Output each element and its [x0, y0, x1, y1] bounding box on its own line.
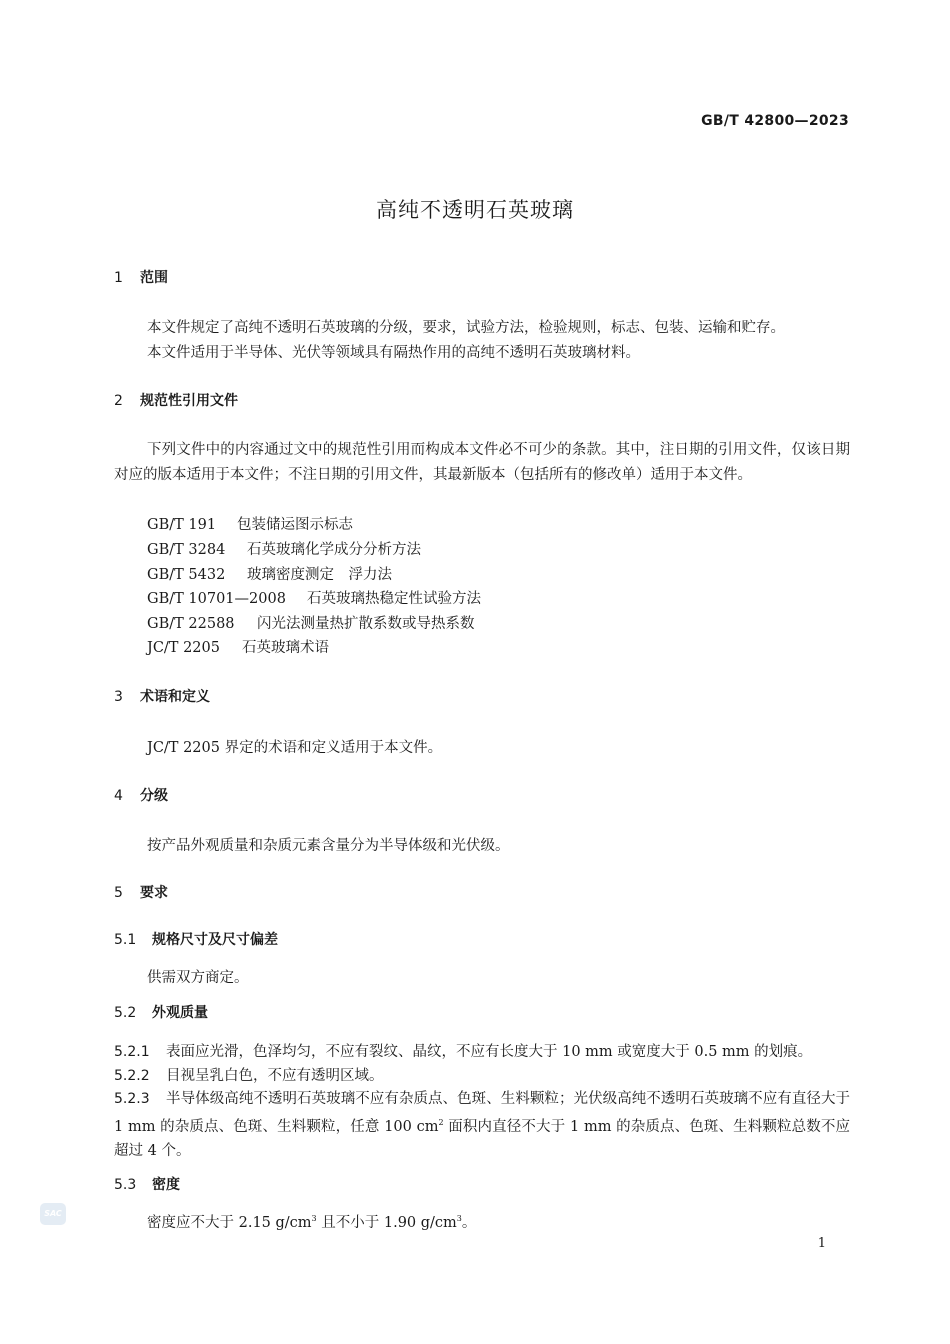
document-title: 高纯不透明石英玻璃	[376, 198, 574, 222]
section-1-heading	[114, 267, 168, 287]
clause-text: 表面应光滑，色泽均匀，不应有裂纹、晶纹，不应有长度大于 10 mm 或宽度大于 0.5 mm 的划痕。	[166, 1044, 813, 1060]
section-title: 要求	[140, 885, 168, 901]
section-5-1-paragraph: 供需双方商定。	[147, 970, 249, 986]
section-5-3-heading	[114, 1174, 180, 1194]
reference-name: 石英玻璃热稳定性试验方法	[307, 591, 481, 607]
clause-5-2-1	[114, 1040, 812, 1061]
section-title: 分级	[140, 788, 168, 804]
section-number: 2	[114, 393, 123, 409]
section-2-intro: 下列文件中的内容通过文中的规范性引用而构成本文件必不可少的条款。其中，注日期的引用文件，仅该日期对应的版本适用于本文件；不注日期的引用文件，其最新版本（包括所有的修改单）适用于本文件。	[114, 442, 850, 483]
section-5-heading	[114, 882, 168, 902]
section-number: 5	[114, 885, 123, 901]
section-1-paragraph-1: 本文件规定了高纯不透明石英玻璃的分级，要求，试验方法，检验规则，标志、包装、运输和贮存。	[147, 320, 785, 336]
clause-text: 半导体级高纯不透明石英玻璃不应有杂质点、色斑、生料颗粒；光伏级高纯不透明石英玻璃不应有直径大于 1 mm 的杂质点、色斑、生料颗粒，任意 100 cm	[114, 1091, 850, 1135]
section-number: 5.1	[114, 932, 137, 948]
section-number: 3	[114, 689, 123, 705]
reference-item	[147, 587, 481, 608]
section-title: 术语和定义	[140, 689, 210, 705]
density-text-end: 。	[461, 1215, 477, 1231]
section-title: 范围	[140, 270, 168, 286]
section-3-heading	[114, 686, 210, 706]
section-title: 密度	[152, 1177, 180, 1193]
section-number: 5.3	[114, 1177, 137, 1193]
superscript: 3	[456, 1214, 462, 1223]
page-number: 1	[817, 1236, 826, 1251]
density-text-continued: 且不小于 1.90 g/cm	[316, 1215, 457, 1231]
reference-name: 闪光法测量热扩散系数或导热系数	[257, 616, 475, 632]
reference-item	[147, 612, 475, 633]
reference-code: GB/T 3284	[147, 542, 226, 558]
section-number: 5.2	[114, 1005, 137, 1021]
clause-number: 5.2.2	[114, 1068, 150, 1084]
reference-item	[147, 538, 421, 559]
reference-name: 石英玻璃化学成分分析方法	[247, 542, 421, 558]
clause-text: 目视呈乳白色，不应有透明区域。	[166, 1068, 384, 1084]
reference-name: 石英玻璃术语	[242, 640, 329, 656]
section-4-paragraph: 按产品外观质量和杂质元素含量分为半导体级和光伏级。	[147, 838, 510, 854]
reference-code: GB/T 5432	[147, 567, 226, 583]
reference-item	[147, 636, 329, 657]
density-text: 密度应不大于 2.15 g/cm	[147, 1215, 312, 1231]
clause-number: 5.2.3	[114, 1091, 150, 1107]
section-5-2-heading	[114, 1002, 208, 1022]
superscript: 3	[311, 1214, 317, 1223]
clause-text-continued: 面积内直径不大于 1 mm 的杂质点、色斑、生料颗粒总数不应超过 4 个。	[114, 1119, 850, 1159]
section-5-3-paragraph	[147, 1211, 476, 1232]
reference-code: GB/T 10701—2008	[147, 591, 286, 607]
sac-watermark-logo: SAC	[40, 1203, 66, 1225]
reference-name: 包装储运图示标志	[237, 517, 353, 533]
clause-number: 5.2.1	[114, 1044, 150, 1060]
section-title: 规格尺寸及尺寸偏差	[152, 932, 278, 948]
reference-item	[147, 513, 353, 534]
section-title: 外观质量	[152, 1005, 208, 1021]
clause-5-2-3	[114, 1087, 850, 1163]
reference-item	[147, 563, 392, 584]
clause-5-2-2	[114, 1064, 384, 1085]
reference-code: GB/T 191	[147, 517, 217, 533]
section-title: 规范性引用文件	[140, 393, 238, 409]
section-number: 4	[114, 788, 123, 804]
section-4-heading	[114, 785, 168, 805]
standard-number: GB/T 42800—2023	[701, 113, 849, 129]
section-2-heading	[114, 390, 238, 410]
reference-name: 玻璃密度测定 浮力法	[247, 567, 392, 583]
section-number: 1	[114, 270, 123, 286]
section-5-1-heading	[114, 929, 278, 949]
reference-code: GB/T 22588	[147, 616, 235, 632]
section-1-paragraph-2: 本文件适用于半导体、光伏等领域具有隔热作用的高纯不透明石英玻璃材料。	[147, 345, 640, 361]
section-3-paragraph: JC/T 2205 界定的术语和定义适用于本文件。	[147, 740, 443, 756]
superscript: 2	[438, 1118, 444, 1127]
reference-code: JC/T 2205	[147, 640, 220, 656]
